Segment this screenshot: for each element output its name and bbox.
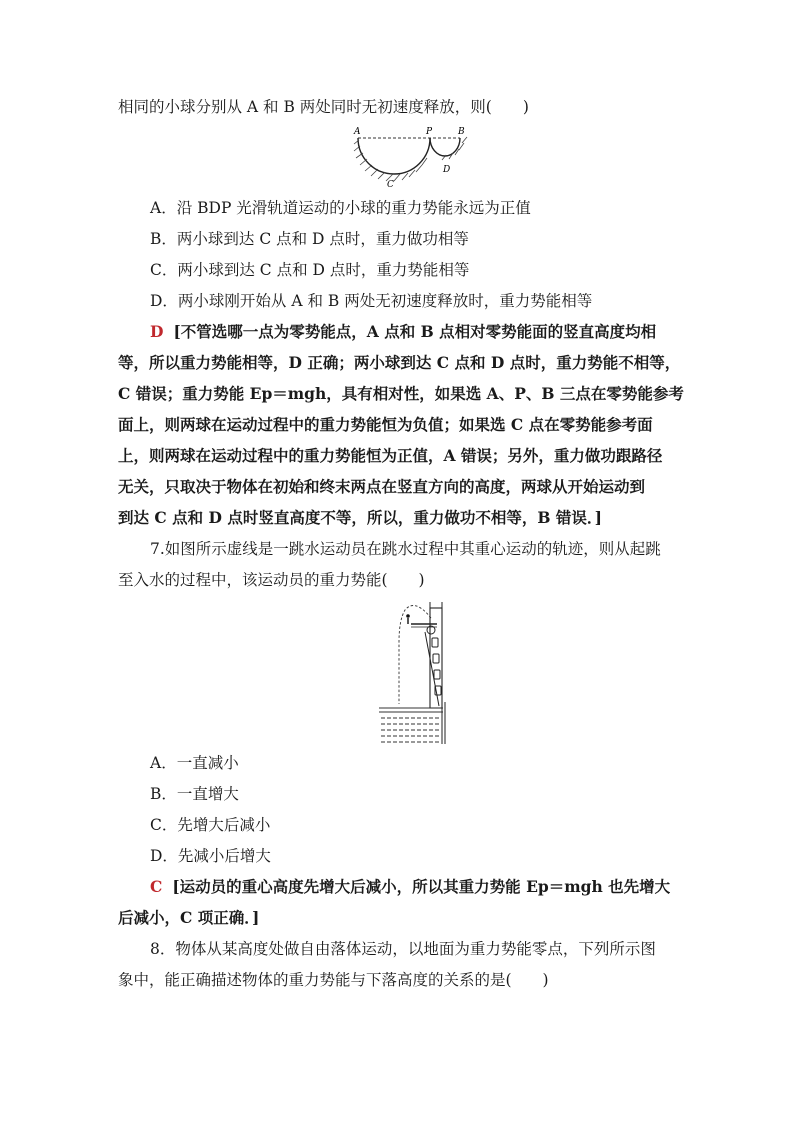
q7-explanation-line: 后减小，C 项正确．] — [118, 908, 260, 927]
label-c: C — [387, 180, 394, 190]
q6-option-b: B．两小球到达 C 点和 D 点时，重力做功相等 — [150, 230, 469, 248]
label-p: P — [426, 127, 433, 137]
label-a: A — [354, 127, 361, 137]
q6-track-figure — [346, 124, 472, 190]
q6-explanation-line: [不管选哪一点为零势能点，A 点和 B 点相对零势能面的竖直高度均相 — [173, 322, 657, 341]
label-b: B — [458, 127, 465, 137]
q7-answer-letter: C — [150, 877, 163, 896]
q7-stem-line: 7.如图所示虚线是一跳水运动员在跳水过程中其重心运动的轨迹，则从起跳 — [150, 540, 661, 558]
q6-option-d: D．两小球刚开始从 A 和 B 两处无初速度释放时，重力势能相等 — [150, 292, 593, 310]
q6-explanation-line: 等，所以重力势能相等，D 正确；两小球到达 C 点和 D 点时，重力势能不相等， — [118, 353, 681, 372]
q7-option-b: B．一直增大 — [150, 785, 239, 803]
q6-stem-end: 相同的小球分别从 A 和 B 两处同时无初速度释放，则( ) — [118, 98, 529, 116]
q6-explanation-line: 到达 C 点和 D 点时竖直高度不等，所以，重力做功不相等，B 错误．] — [118, 508, 602, 527]
q7-explanation-line: [运动员的重心高度先增大后减小，所以其重力势能 Ep＝mgh 也先增大 — [172, 877, 671, 896]
q6-option-c: C．两小球到达 C 点和 D 点时，重力势能相等 — [150, 261, 470, 279]
q7-answer-line — [150, 876, 670, 898]
q7-option-d: D．先减小后增大 — [150, 847, 271, 865]
q6-explanation-line: C 错误；重力势能 Ep＝mgh，具有相对性，如果选 A、P、B 三点在零势能参考 — [118, 384, 684, 403]
q7-option-a: A．一直减小 — [150, 754, 239, 772]
q6-explanation-line: 面上，则两球在运动过程中的重力势能恒为负值；如果选 C 点在零势能参考面 — [118, 415, 653, 434]
q8-stem-line: 8．物体从某高度处做自由落体运动，以地面为重力势能零点，下列所示图 — [150, 940, 656, 958]
q6-answer-line — [150, 321, 656, 343]
q7-option-c: C．先增大后减小 — [150, 816, 271, 834]
q6-option-a: A．沿 BDP 光滑轨道运动的小球的重力势能永远为正值 — [150, 199, 531, 217]
label-d: D — [443, 165, 451, 175]
q6-answer-letter: D — [150, 322, 164, 341]
q6-explanation-line: 无关，只取决于物体在初始和终末两点在竖直方向的高度，两球从开始运动到 — [118, 477, 646, 496]
q7-stem-line: 至入水的过程中，该运动员的重力势能( ) — [118, 571, 425, 589]
q6-explanation-line: 上，则两球在运动过程中的重力势能恒为正值，A 错误；另外，重力做功跟路径 — [118, 446, 663, 465]
q7-diving-figure — [375, 602, 447, 744]
q8-stem-line: 象中，能正确描述物体的重力势能与下落高度的关系的是( ) — [118, 971, 549, 989]
